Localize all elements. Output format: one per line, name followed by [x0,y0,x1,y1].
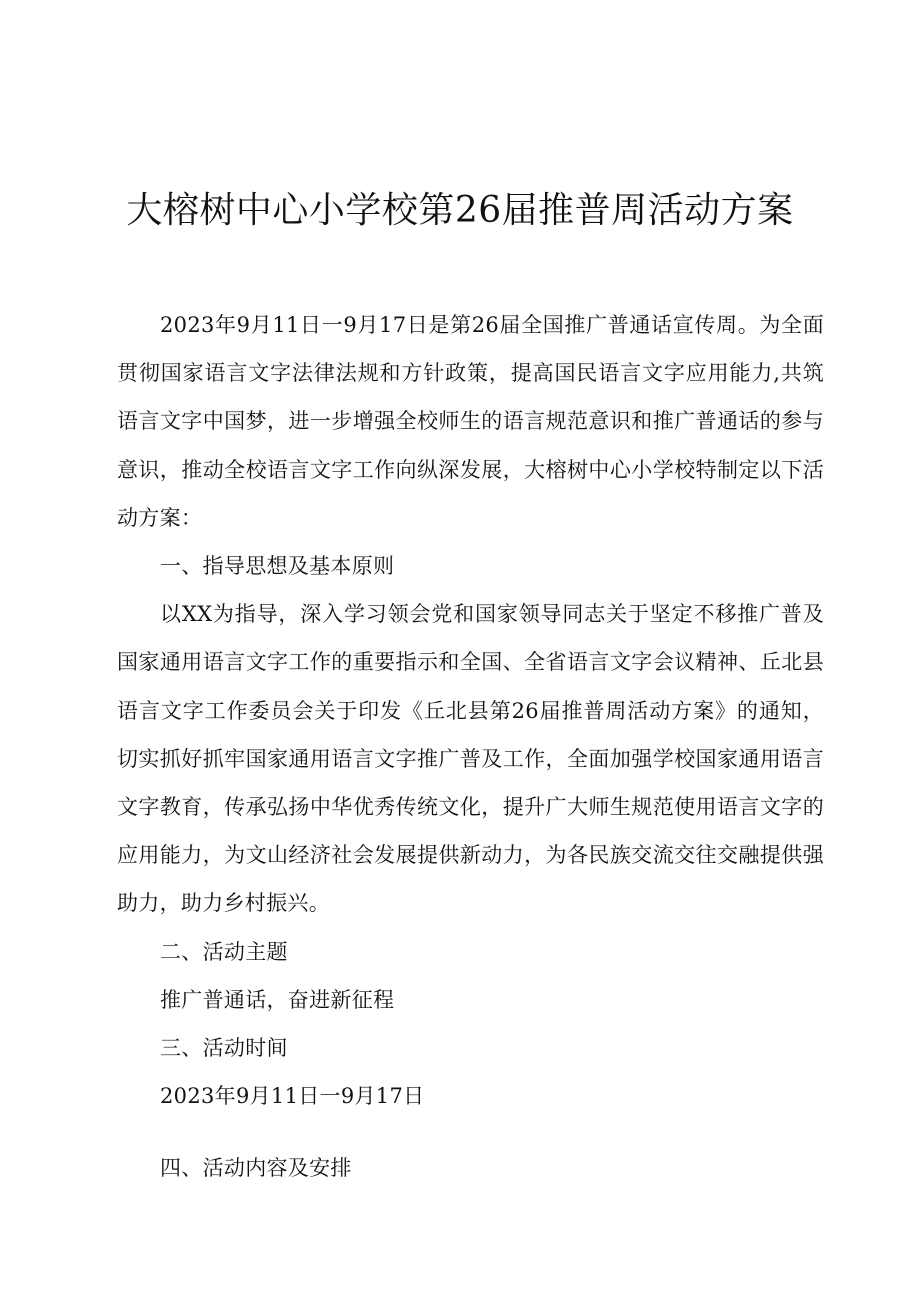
section-heading-theme: 二、活动主题 [160,939,288,964]
section-content-theme: 推广普通话，奋进新征程 [160,987,395,1012]
intro-paragraph: 2023年9月11日一9月17日是第26届全国推广普通话宣传周。为全面贯彻国家语言文字法律法规和方针政策，提高国民语言文字应用能力,共筑语言文字中国梦，进一步增强全校师生的语言规范意识和推广普通话的参与意识，推动全校语言文字工作向纵深发展，大榕树中心小学校特制定以下活动方案： [117,313,824,530]
section-content-time: 2023年9月11日一9月17日 [160,1084,425,1109]
section-heading-guiding-principles: 一、指导思想及基本原则 [160,554,395,579]
section-heading-activities: 四、活动内容及安排 [160,1156,352,1181]
document-body [117,301,824,1193]
section-heading-time: 三、活动时间 [160,1036,288,1061]
section-content-guiding-principles: 以XX为指导，深入学习领会党和国家领导同志关于坚定不移推广普及国家通用语言文字工作的重要指示和全国、全省语言文字会议精神、丘北县语言文字工作委员会关于印发《丘北县第26届推普周活动方案》的通知，切实抓好抓牢国家通用语言文字推广普及工作，全面加强学校国家通用语言文字教育，传承弘扬中华优秀传统文化，提升广大师生规范使用语言文字的应用能力，为文山经济社会发展提供新动力，为各民族交流交往交融提供强助力，助力乡村振兴。 [117,602,824,916]
spacer [117,1120,824,1144]
document-title: 大榕树中心小学校第26届推普周活动方案 [126,190,794,231]
